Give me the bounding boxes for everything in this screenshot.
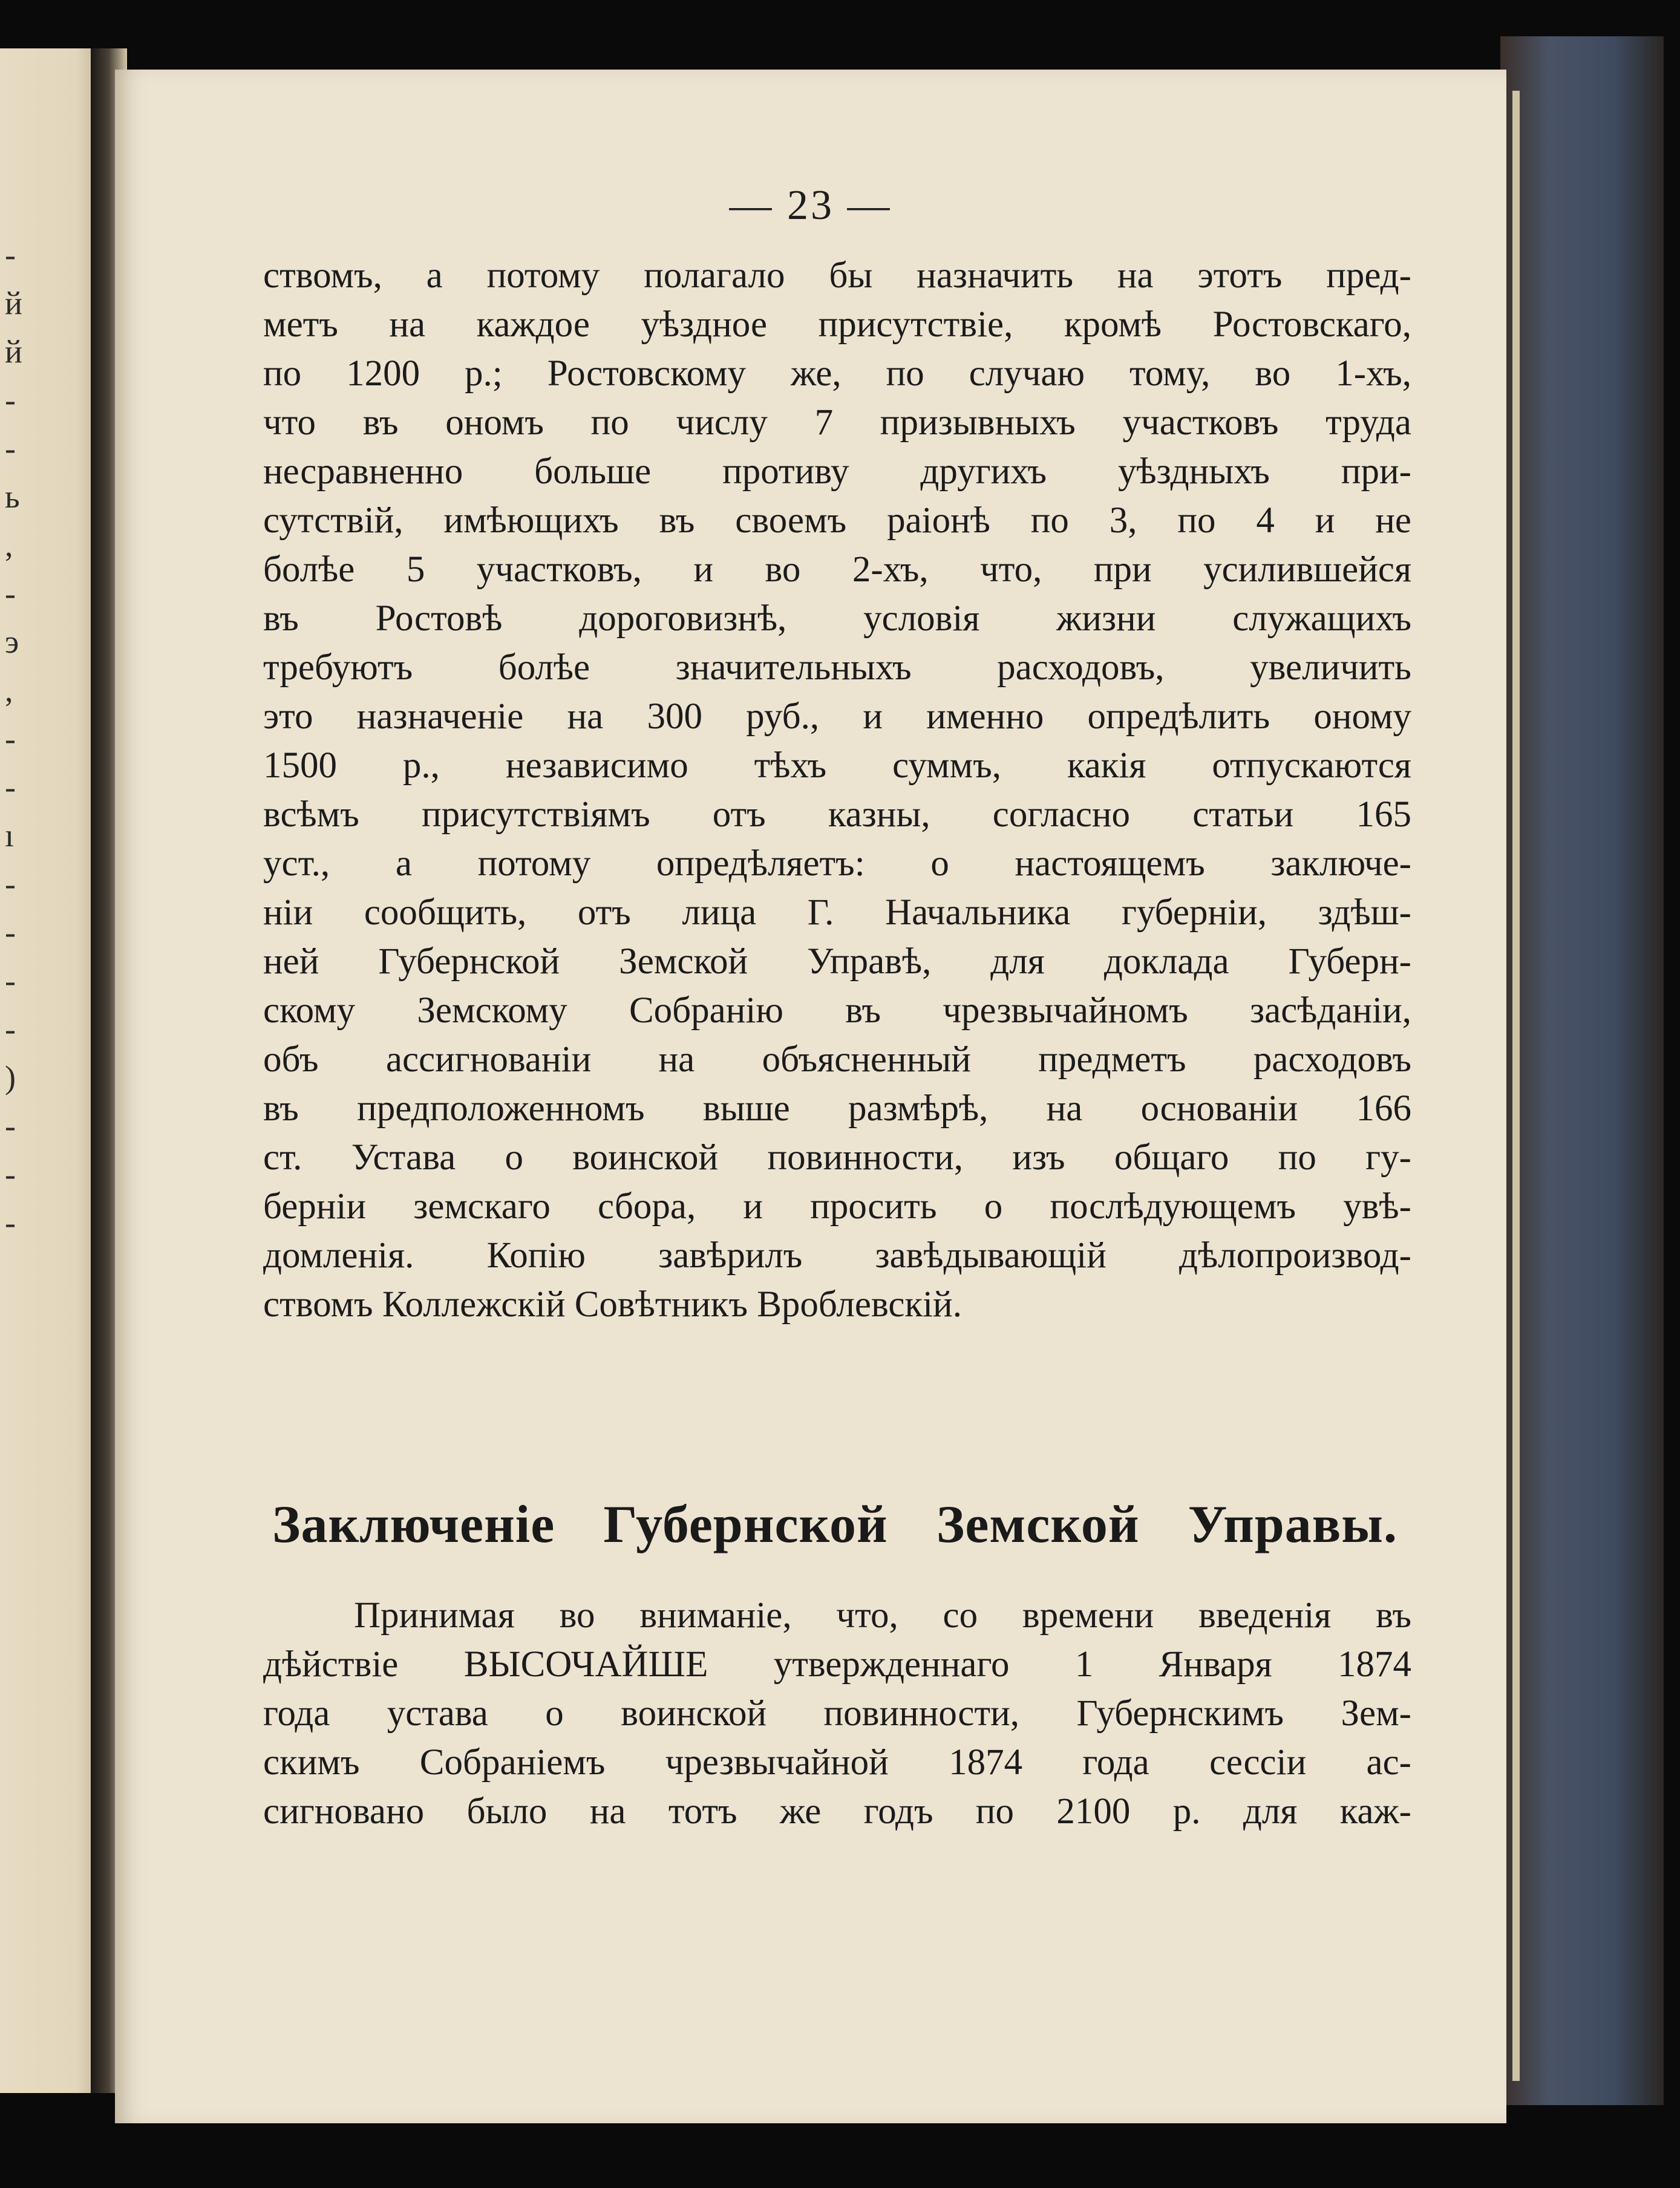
text-line: въ предположенномъ выше размѣрѣ, на основаніи 166 (263, 1088, 1411, 1129)
text-line: ніи сообщить, отъ лица Г. Начальника губерніи, здѣш- (263, 892, 1411, 933)
text-line: скимъ Собраніемъ чрезвычайной 1874 года сессіи ас- (263, 1742, 1411, 1783)
left-page-fragment: - (5, 1156, 16, 1192)
text-line: объ ассигнованіи на объясненный предметъ расходовъ (263, 1039, 1411, 1080)
text-line: ст. Устава о воинской повинности, изъ общаго по гу- (263, 1137, 1411, 1178)
left-page-fragment: ь (5, 478, 20, 515)
left-page-fragment: ı (5, 817, 15, 854)
left-page-fragment: - (5, 237, 16, 273)
text-line: ствомъ Коллежскій Совѣтникъ Вроблевскій. (263, 1284, 962, 1325)
page-number: — 23 — (729, 182, 892, 229)
text-line: по 1200 р.; Ростовскому же, по случаю тому, во 1-хъ, (263, 353, 1411, 394)
left-page-fragment: ) (5, 1059, 16, 1096)
text-line: несравненно больше противу другихъ уѣздныхъ при- (263, 451, 1411, 492)
left-page-fragment: - (5, 769, 16, 805)
text-line: требуютъ болѣе значительныхъ расходовъ, увеличить (263, 647, 1411, 688)
text-line: ствомъ, а потому полагало бы назначить на этотъ пред- (263, 255, 1411, 296)
left-page-fragment: э (5, 624, 19, 660)
book-page (115, 70, 1506, 2123)
left-page-fragment: - (5, 720, 16, 757)
text-line: въ Ростовѣ дороговизнѣ, условія жизни служащихъ (263, 598, 1411, 639)
text-line: болѣе 5 участковъ, и во 2-хъ, что, при усилившейся (263, 549, 1411, 590)
text-line: ней Губернской Земской Управѣ, для доклада Губерн- (263, 941, 1411, 982)
left-page-fragment: й (5, 285, 22, 321)
paragraph-1 (263, 251, 1411, 1329)
text-line: сигновано было на тотъ же годъ по 2100 р. для каж- (263, 1791, 1411, 1832)
left-page-fragment: - (5, 1108, 16, 1144)
left-page-fragment: , (5, 672, 13, 708)
left-page-fragment: - (5, 382, 16, 418)
left-page-fragment: - (5, 575, 16, 612)
left-page-fragment: - (5, 962, 16, 999)
left-page-fragment: - (5, 914, 16, 950)
left-page-fragment: - (5, 1011, 16, 1047)
text-line: это назначеніе на 300 руб., и именно опредѣлить оному (263, 696, 1411, 737)
paragraph-2 (263, 1591, 1411, 1836)
left-page-fragment: й (5, 333, 22, 370)
text-line: что въ ономъ по числу 7 призывныхъ участковъ труда (263, 402, 1411, 443)
text-line: всѣмъ присутствіямъ отъ казны, согласно статьи 165 (263, 794, 1411, 835)
left-page-fragment: , (5, 527, 13, 563)
book-binding (1500, 36, 1664, 2105)
section-heading: Заключеніе Губернской Земской Управы. (272, 1495, 1397, 1554)
text-line: скому Земскому Собранію въ чрезвычайномъ засѣданіи, (263, 990, 1411, 1031)
left-page-fragment: - (5, 866, 16, 902)
text-line: метъ на каждое уѣздное присутствіе, кромѣ Ростовскаго, (263, 304, 1411, 345)
text-line: дѣйствіе ВЫСОЧАЙШЕ утвержденнаго 1 Января 1874 (263, 1644, 1411, 1685)
left-page-fragment: - (5, 430, 16, 466)
text-line: года устава о воинской повинности, Губернскимъ Зем- (263, 1693, 1411, 1734)
text-line: сутствій, имѣющихъ въ своемъ раіонѣ по 3, по 4 и не (263, 500, 1411, 541)
text-line: уст., а потому опредѣляетъ: о настоящемъ заключе- (263, 843, 1411, 884)
left-page-fragment: - (5, 1204, 16, 1241)
text-line: берніи земскаго сбора, и просить о послѣдующемъ увѣ- (263, 1186, 1411, 1227)
page-edge (1512, 91, 1520, 2081)
text-line: Принимая во вниманіе, что, со времени введенія въ (354, 1595, 1411, 1636)
text-line: 1500 р., независимо тѣхъ суммъ, какія отпускаются (263, 745, 1411, 786)
text-line: домленія. Копію завѣрилъ завѣдывающій дѣлопроизвод- (263, 1235, 1411, 1276)
